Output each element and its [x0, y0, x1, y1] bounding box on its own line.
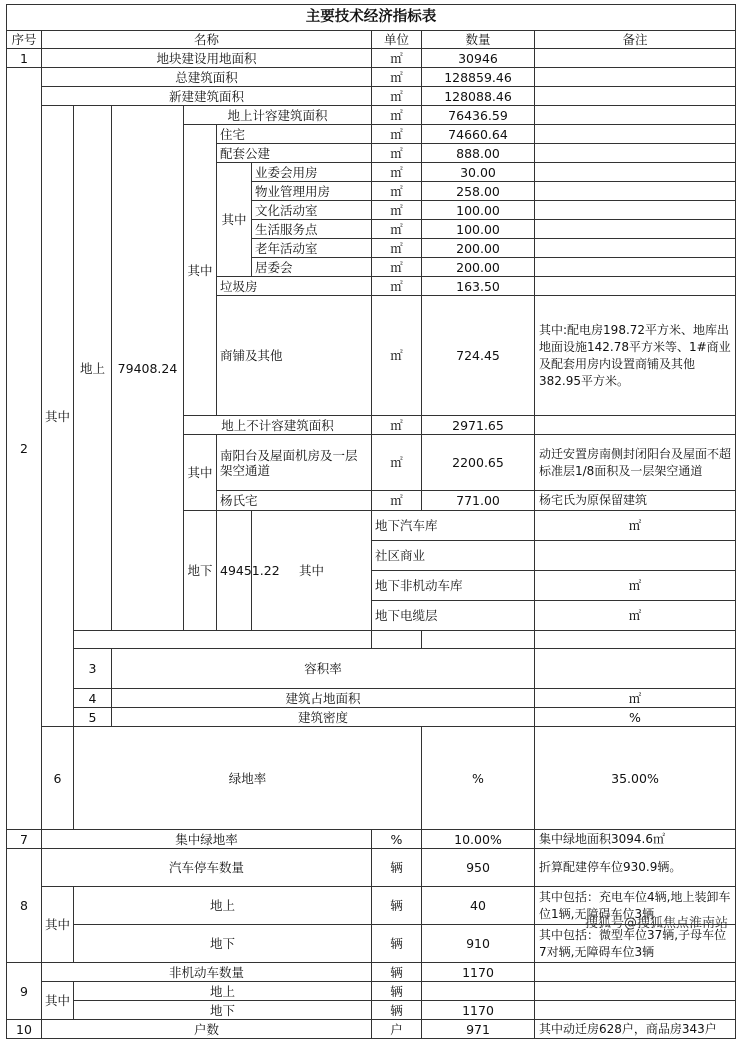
- note-cell: [535, 163, 736, 182]
- seq-cell: 2: [7, 68, 42, 830]
- qty-cell: 35.00%: [535, 727, 736, 830]
- seq-cell: 9: [7, 963, 42, 1020]
- qty-cell: 1170: [422, 963, 535, 982]
- note-cell: 动迁安置房南侧封闭阳台及屋面不超标准层1/8面积及一层架空通道: [535, 435, 736, 491]
- table-row: [7, 1020, 736, 1039]
- note-cell: [535, 220, 736, 239]
- seq-cell: 1: [7, 49, 42, 68]
- qty-cell: [422, 982, 535, 1001]
- unit-cell: ㎡: [372, 182, 422, 201]
- name-cell: 社区商业: [372, 541, 535, 571]
- note-cell: 折算配建停车位930.9辆。: [535, 849, 736, 887]
- unit-cell: ㎡: [372, 87, 422, 106]
- unit-cell: 辆: [372, 1001, 422, 1020]
- note-cell: [535, 125, 736, 144]
- table-row: [7, 830, 736, 849]
- note-cell: [535, 182, 736, 201]
- note-cell: [535, 49, 736, 68]
- note-cell: [535, 87, 736, 106]
- unit-cell: ㎡: [372, 296, 422, 416]
- dishang-area: 79408.24: [112, 106, 184, 631]
- unit-cell: ㎡: [535, 511, 736, 541]
- unit-cell: ㎡: [372, 125, 422, 144]
- name-cell: 地下: [74, 1001, 372, 1020]
- name-cell: 物业管理用房: [252, 182, 372, 201]
- unit-cell: ㎡: [372, 201, 422, 220]
- unit-cell: 辆: [372, 887, 422, 925]
- name-cell: 非机动车数量: [42, 963, 372, 982]
- note-cell: [535, 201, 736, 220]
- seq-cell: 10: [7, 1020, 42, 1039]
- qty-cell: 950: [422, 849, 535, 887]
- unit-cell: ㎡: [372, 144, 422, 163]
- unit-cell: %: [422, 727, 535, 830]
- note-cell: [535, 106, 736, 125]
- seq-cell: 6: [42, 727, 74, 830]
- header-name: 名称: [42, 31, 372, 49]
- note-cell: 其中包括：充电车位4辆,地上装卸车位1辆,无障碍车位3辆: [535, 887, 736, 925]
- qty-cell: 30946: [422, 49, 535, 68]
- table-row: [7, 106, 736, 125]
- note-cell: [535, 239, 736, 258]
- note-cell: [535, 963, 736, 982]
- unit-cell: 辆: [372, 925, 422, 963]
- name-cell: 地上不计容建筑面积: [184, 416, 372, 435]
- table-row: [7, 963, 736, 982]
- qty-cell: 30.00: [422, 163, 535, 182]
- watermark-text: 搜狐号@搜狐焦点淮南站: [584, 916, 728, 931]
- table-row: [7, 649, 736, 689]
- note-cell: 杨宅氏为原保留建筑: [535, 491, 736, 511]
- name-cell: 集中绿地率: [42, 830, 372, 849]
- note-cell: 其中:配电房198.72平方米、地库出地面设施142.78平方米等、1#商业及配套用房内设置商铺及其他382.95平方米。: [535, 296, 736, 416]
- name-cell: 商铺及其他: [217, 296, 372, 416]
- unit-cell: ㎡: [372, 435, 422, 491]
- name-cell: 文化活动室: [252, 201, 372, 220]
- qty-cell: 76436.59: [422, 106, 535, 125]
- unit-cell: ㎡: [372, 106, 422, 125]
- header-note: 备注: [535, 31, 736, 49]
- table-row: [7, 68, 736, 87]
- qty-cell: 724.45: [422, 296, 535, 416]
- qizhong-label: 其中: [42, 887, 74, 963]
- qty-cell: 2200.65: [422, 435, 535, 491]
- unit-cell: [535, 649, 736, 689]
- name-cell: 容积率: [112, 649, 535, 689]
- seq-cell: 3: [74, 649, 112, 689]
- name-cell: 地下非机动车库: [372, 571, 535, 601]
- unit-cell: ㎡: [372, 163, 422, 182]
- table-row: [7, 87, 736, 106]
- dishang-label: 地上: [74, 106, 112, 631]
- name-cell: 地上: [74, 887, 372, 925]
- note-cell: [535, 258, 736, 277]
- name-cell: 南阳台及屋面机房及一层架空通道: [217, 435, 372, 491]
- unit-cell: 辆: [372, 982, 422, 1001]
- qty-cell: 200.00: [422, 258, 535, 277]
- qizhong-label: 其中: [184, 435, 217, 511]
- title-row: [7, 5, 736, 31]
- unit-cell: ㎡: [372, 68, 422, 87]
- unit-cell: 辆: [372, 963, 422, 982]
- unit-cell: ㎡: [372, 416, 422, 435]
- qty-cell: 971: [422, 1020, 535, 1039]
- qty-cell: 910: [422, 925, 535, 963]
- table-row: [7, 689, 736, 708]
- name-cell: 新建建筑面积: [42, 87, 372, 106]
- table-row: [7, 849, 736, 887]
- qty-cell: 771.00: [422, 491, 535, 511]
- name-cell: 地下: [74, 925, 372, 963]
- seq-cell: 5: [74, 708, 112, 727]
- indicator-table: [6, 4, 736, 1039]
- seq-cell: 8: [7, 849, 42, 963]
- unit-cell: ㎡: [372, 491, 422, 511]
- name-cell: 建筑密度: [112, 708, 535, 727]
- table-title: 主要技术经济指标表: [7, 5, 736, 31]
- name-cell: 住宅: [217, 125, 372, 144]
- header-seq: 序号: [7, 31, 42, 49]
- seq-cell: 4: [74, 689, 112, 708]
- dixia-label: 地下: [184, 511, 217, 631]
- header-qty: 数量: [422, 31, 535, 49]
- table-row: [7, 49, 736, 68]
- name-cell: 业委会用房: [252, 163, 372, 182]
- name-cell: 地下电缆层: [372, 601, 535, 631]
- name-cell: 绿地率: [74, 727, 422, 830]
- unit-cell: 户: [372, 1020, 422, 1039]
- qty-cell: 128088.46: [422, 87, 535, 106]
- name-cell: 总建筑面积: [42, 68, 372, 87]
- note-cell: [535, 277, 736, 296]
- qty-cell: 2971.65: [422, 416, 535, 435]
- qty-cell: 163.50: [422, 277, 535, 296]
- unit-cell: ㎡: [535, 601, 736, 631]
- table-row: [7, 708, 736, 727]
- name-cell: 地上: [74, 982, 372, 1001]
- qty-cell: 100.00: [422, 220, 535, 239]
- name-cell: 建筑占地面积: [112, 689, 535, 708]
- name-cell: 杨氏宅: [217, 491, 372, 511]
- table-row: [7, 727, 736, 830]
- unit-cell: %: [372, 830, 422, 849]
- unit-cell: ㎡: [535, 689, 736, 708]
- unit-cell: %: [535, 708, 736, 727]
- name-cell: 生活服务点: [252, 220, 372, 239]
- note-cell: [535, 982, 736, 1001]
- note-cell: [535, 416, 736, 435]
- qty-cell: 200.00: [422, 239, 535, 258]
- name-cell: 居委会: [252, 258, 372, 277]
- name-cell: 户数: [42, 1020, 372, 1039]
- note-cell: 其中动迁房628户，商品房343户: [535, 1020, 736, 1039]
- name-cell: 垃圾房: [217, 277, 372, 296]
- qty-cell: 100.00: [422, 201, 535, 220]
- qty-cell: 40: [422, 887, 535, 925]
- dixia-area: 49451.22: [217, 511, 252, 631]
- seq-cell: 7: [7, 830, 42, 849]
- unit-cell: [535, 541, 736, 571]
- header-unit: 单位: [372, 31, 422, 49]
- table-row: [7, 982, 736, 1001]
- note-cell: [535, 1001, 736, 1020]
- qizhong-label: 其中: [42, 106, 74, 727]
- note-cell: 其中包括：微型车位37辆,子母车位7对辆,无障碍车位3辆: [535, 925, 736, 963]
- name-cell: 地上计容建筑面积: [184, 106, 372, 125]
- qty-cell: 258.00: [422, 182, 535, 201]
- qty-cell: 888.00: [422, 144, 535, 163]
- unit-cell: ㎡: [372, 49, 422, 68]
- qty-cell: 74660.64: [422, 125, 535, 144]
- qizhong-label: 其中: [217, 163, 252, 277]
- header-row: [7, 31, 736, 49]
- qizhong-label: 其中: [252, 511, 372, 631]
- unit-cell: ㎡: [372, 258, 422, 277]
- unit-cell: ㎡: [372, 239, 422, 258]
- unit-cell: 辆: [372, 849, 422, 887]
- qty-cell: 10.00%: [422, 830, 535, 849]
- qty-cell: 1170: [422, 1001, 535, 1020]
- unit-cell: ㎡: [535, 571, 736, 601]
- table-row: [7, 1001, 736, 1020]
- name-cell: 地下汽车库: [372, 511, 535, 541]
- note-cell: 集中绿地面积3094.6㎡: [535, 830, 736, 849]
- note-cell: [535, 68, 736, 87]
- note-cell: [535, 144, 736, 163]
- name-cell: 汽车停车数量: [42, 849, 372, 887]
- name-cell: 老年活动室: [252, 239, 372, 258]
- unit-cell: ㎡: [372, 220, 422, 239]
- name-cell: 地块建设用地面积: [42, 49, 372, 68]
- name-cell: 配套公建: [217, 144, 372, 163]
- qizhong-label: 其中: [42, 982, 74, 1020]
- unit-cell: ㎡: [372, 277, 422, 296]
- table-row: [7, 631, 736, 649]
- qty-cell: 128859.46: [422, 68, 535, 87]
- qizhong-label: 其中: [184, 125, 217, 416]
